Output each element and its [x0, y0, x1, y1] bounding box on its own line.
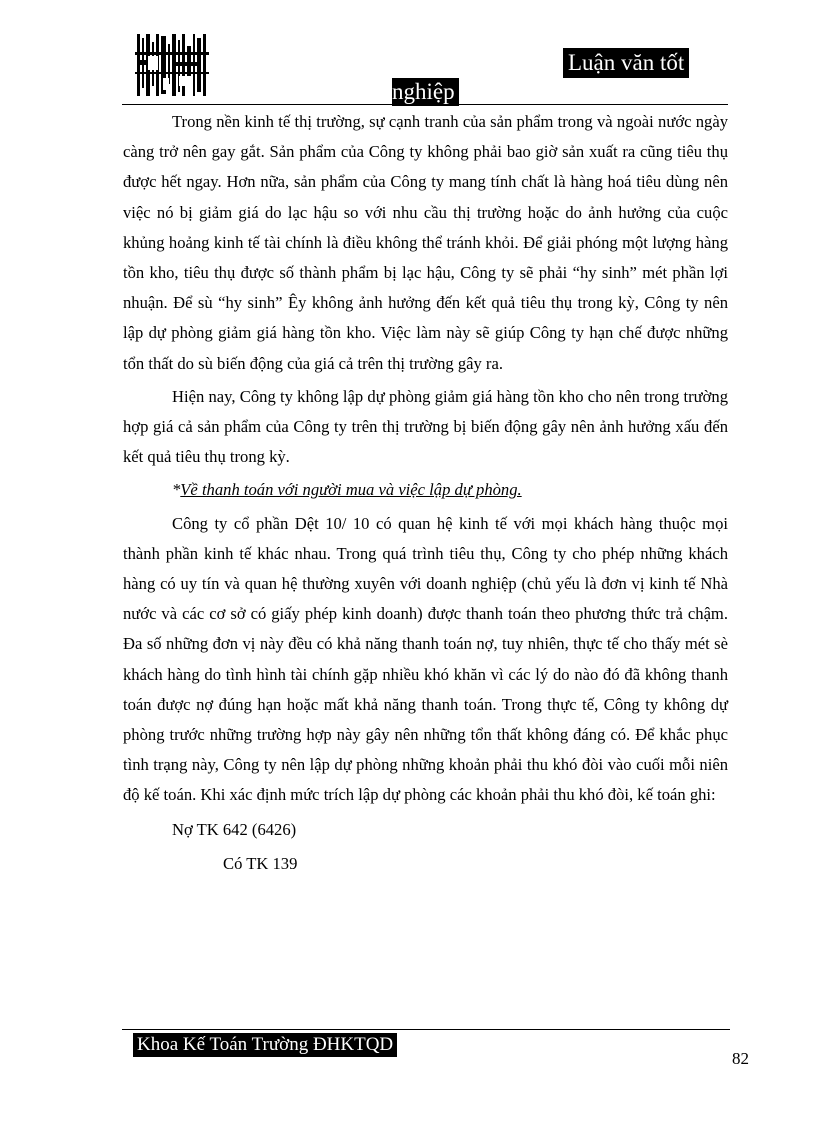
heading-text: Về thanh toán với người mua và việc lập dự phòng. [180, 480, 522, 500]
paragraph-current-situation: Hiện nay, Công ty không lập dự phòng giảm giá hàng tồn kho cho nên trong trường hợp giá cả sản phẩm của Công ty trên thị trường bị biến động gây nên ảnh hưởng xấu đến kết quả tiêu thụ trong kỳ. [123, 386, 728, 467]
journal-entry-debit: Nợ TK 642 (6426) [172, 819, 297, 839]
footer-divider [122, 1029, 730, 1030]
header-divider [122, 104, 728, 105]
paragraph-inventory-provision: Trong nền kinh tế thị trường, sự cạnh tranh của sản phẩm trong và ngoài nước ngày càng trở nên gay gắt. Sản phẩm của Công ty không phải bao giờ sản xuất ra cũng tiêu thụ được hết ngay. Hơn nữa, sản phẩm của Công ty mang tính chất là hàng hoá tiêu dùng nên việc nó bị giảm giá do lạc hậu so với nhu cầu thị trường hoặc do ảnh hưởng của cuộc khủng hoảng kinh tế tài chính là điều không thể tránh khỏi. Để giải phóng một lượng hàng tồn kho, tiêu thụ được số thành phẩm bị lạc hậu, Công ty sẽ phải “hy sinh” mét phần lợi nhuận. Để sù “hy sinh” Êy không ảnh hưởng đến kết quả tiêu thụ trong kỳ, Công ty nên lập dự phòng giảm giá hàng tồn kho. Việc làm này sẽ giúp Công ty hạn chế được những tổn thất do sù biến động của giá cả trên thị trường gây ra. [123, 112, 728, 373]
page-number: 82 [732, 1049, 749, 1068]
section-heading [123, 475, 728, 505]
journal-entry-credit: Có TK 139 [223, 853, 298, 873]
header-title-continuation: nghiệp [392, 78, 459, 106]
logo-graphic [135, 32, 209, 98]
university-logo-icon [135, 32, 209, 98]
footer-label: Khoa Kế Toán Trường ĐHKTQD [133, 1033, 397, 1057]
paragraph-receivables: Công ty cổ phần Dệt 10/ 10 có quan hệ kinh tế với mọi khách hàng thuộc mọi thành phần kinh tế khác nhau. Trong quá trình tiêu thụ, Công ty cho phép những khách hàng có uy tín và quan hệ thường xuyên với doanh nghiệp (chủ yếu là đơn vị kinh tế Nhà nước và các cơ sở có giấy phép kinh doanh) được thanh toán theo phương thức trả chậm. Đa số những đơn vị này đều có khả năng thanh toán nợ, tuy nhiên, thực tế cho thấy mét sè khách hàng do tình hình tài chính gặp nhiều khó khăn vì các lý do nào đó đã không thanh toán được nợ đúng hạn hoặc mất khả năng thanh toán. Trong thực tế, Công ty không dự phòng trước những trường hợp này gây nên những tổn thất không đáng có. Để khắc phục tình trạng này, Công ty nên lập dự phòng những khoản phải thu khó đòi vào cuối mỗi niên độ kế toán. Khi xác định mức trích lập dự phòng các khoản phải thu khó đòi, kế toán ghi: [123, 513, 728, 805]
heading-marker: * [172, 480, 181, 500]
document-body [123, 107, 728, 879]
header-title: Luận văn tốt [563, 48, 689, 78]
